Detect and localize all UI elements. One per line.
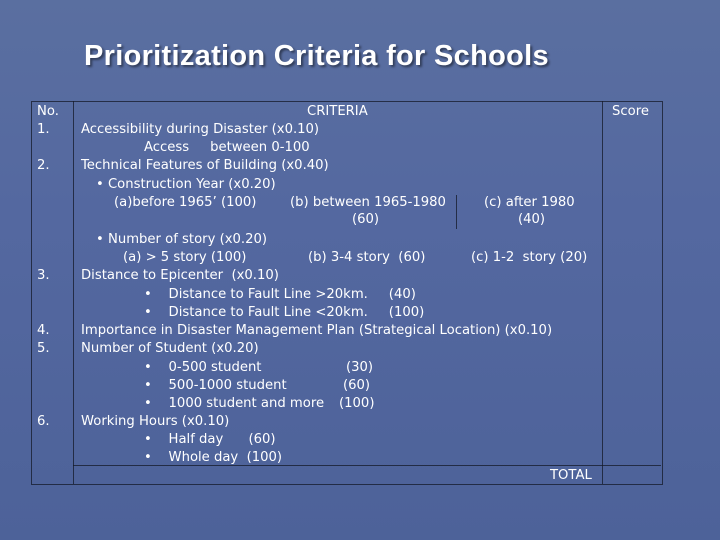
construction-option-b: (b) between 1965-1980 <box>290 195 446 210</box>
row-3-no: 3. <box>37 268 50 283</box>
construction-divider <box>456 195 457 229</box>
working-whole-day: • Whole day (100) <box>144 450 283 465</box>
row-3-criterion: Distance to Epicenter (x0.10) <box>81 268 279 283</box>
slide-title: Prioritization Criteria for Schools <box>84 40 549 72</box>
row-2-criterion: Technical Features of Building (x0.40) <box>81 158 329 173</box>
construction-year-label: • Construction Year (x0.20) <box>96 177 276 192</box>
working-half-day: • Half day (60) <box>144 432 276 447</box>
student-range-1: • 0-500 student <box>144 360 262 375</box>
row-5-criterion: Number of Student (x0.20) <box>81 341 259 356</box>
story-option-c: (c) 1-2 story (20) <box>471 250 588 265</box>
column-divider-no <box>73 101 74 484</box>
student-range-3-score: (100) <box>339 396 375 411</box>
student-range-3: • 1000 student and more <box>144 396 325 411</box>
total-label: TOTAL <box>550 468 592 483</box>
header-no: No. <box>37 104 59 119</box>
story-option-a: (a) > 5 story (100) <box>123 250 247 265</box>
student-range-2: • 500-1000 student <box>144 378 287 393</box>
student-range-2-score: (60) <box>343 378 371 393</box>
row-5-no: 5. <box>37 341 50 356</box>
construction-option-c-score: (40) <box>518 212 546 227</box>
fault-line-far: • Distance to Fault Line >20km. (40) <box>144 287 416 302</box>
row-1-criterion: Accessibility during Disaster (x0.10) <box>81 122 320 137</box>
row-6-no: 6. <box>37 414 50 429</box>
construction-option-c: (c) after 1980 <box>484 195 575 210</box>
row-2-no: 2. <box>37 158 50 173</box>
header-score: Score <box>612 104 649 119</box>
row-1-sub: Access between 0-100 <box>144 140 310 155</box>
student-range-1-score: (30) <box>346 360 374 375</box>
number-of-story-label: • Number of story (x0.20) <box>96 232 268 247</box>
story-option-b: (b) 3-4 story (60) <box>308 250 426 265</box>
row-1-no: 1. <box>37 122 50 137</box>
header-criteria: CRITERIA <box>307 104 368 119</box>
row-6-criterion: Working Hours (x0.10) <box>81 414 230 429</box>
construction-option-b-score: (60) <box>352 212 380 227</box>
row-4-no: 4. <box>37 323 50 338</box>
row-4-criterion: Importance in Disaster Management Plan (Strategical Location) (x0.10) <box>81 323 553 338</box>
column-divider-score <box>602 101 603 484</box>
construction-option-a: (a)before 1965’ (100) <box>114 195 257 210</box>
fault-line-near: • Distance to Fault Line <20km. (100) <box>144 305 425 320</box>
